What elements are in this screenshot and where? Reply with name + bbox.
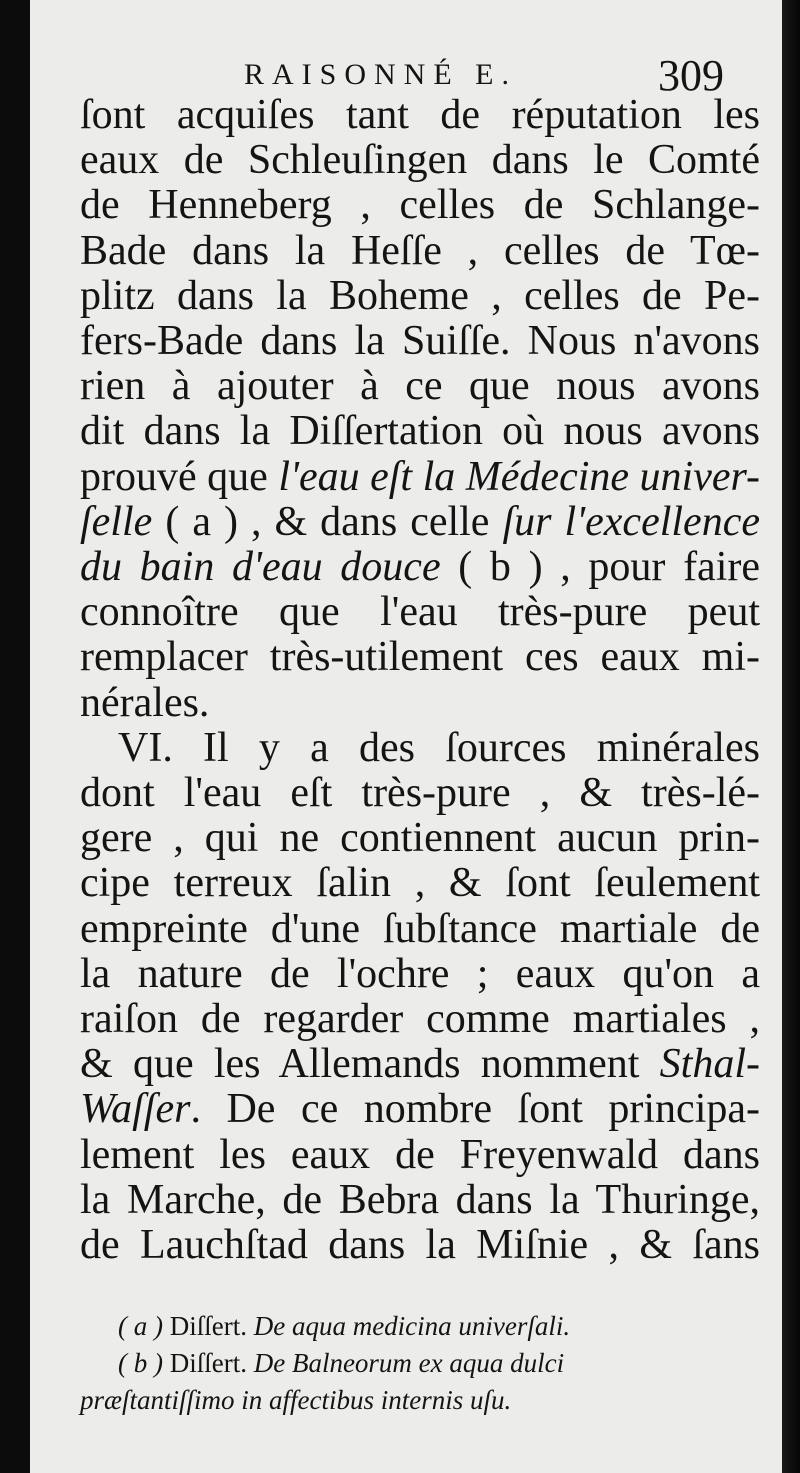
- footnote-title: De Balneorum ex aqua dulci: [253, 1348, 565, 1378]
- text-line: [80, 1042, 760, 1087]
- text-segment: prouvé que: [80, 453, 279, 500]
- text-line: [80, 500, 760, 545]
- footnote-text: Diſſert.: [162, 1311, 254, 1341]
- text-segment: ( a ) , & dans celle: [152, 498, 503, 545]
- text-line: Bade dans la Heſſe , celles de Tœ-: [80, 227, 760, 274]
- italic-term: Waſſer: [80, 1086, 191, 1133]
- footnote-title: De aqua medicina univerſali.: [253, 1311, 571, 1341]
- text-line: nérales.: [80, 679, 210, 726]
- text-line: dont l'eau eſt très-pure , & très-lé-: [80, 770, 760, 817]
- text-segment: & que les Allemands nomment: [80, 1041, 660, 1088]
- text-line: de Lauchſtad dans la Miſnie , & ſans: [80, 1222, 760, 1269]
- text-line: raiſon de regarder comme martiales ,: [80, 996, 760, 1043]
- text-line: plitz dans la Boheme , celles de Pe-: [80, 272, 760, 319]
- footnote-mark: ( b ): [118, 1348, 163, 1378]
- body-text: [80, 93, 760, 1268]
- text-segment: . De ce nombre ſont principa-: [190, 1086, 760, 1133]
- text-line: la nature de l'ochre ; eaux qu'on a: [80, 950, 760, 997]
- text-line: la Marche, de Bebra dans la Thuringe,: [80, 1176, 760, 1223]
- footnote-text: Diſſert.: [162, 1348, 254, 1378]
- italic-term: Sthal-: [659, 1041, 760, 1088]
- book-page: [30, 0, 782, 1473]
- text-line: [80, 545, 760, 590]
- text-line: lement les eaux de Freyenwald dans: [80, 1131, 760, 1178]
- running-title: RAISONNÉ E.: [244, 58, 517, 91]
- italic-title: du bain d'eau douce: [80, 544, 441, 591]
- text-line: remplacer très-utilement ces eaux mi-: [80, 634, 760, 681]
- text-line: empreinte d'une ſubſtance martiale de: [80, 905, 760, 952]
- text-line: fers-Bade dans la Suiſſe. Nous n'avons: [80, 318, 760, 365]
- footnote-a: [80, 1308, 760, 1345]
- section-start-line: VI. Il y a des ſources minérales: [118, 724, 760, 771]
- text-line: connoître que l'eau très-pure peut: [80, 589, 760, 636]
- italic-title: l'eau eſt la Médecine univer-: [278, 453, 760, 500]
- page-edge-shadow: [782, 0, 800, 1473]
- text-line: [80, 455, 760, 500]
- text-line: gere , qui ne contiennent aucun prin-: [80, 815, 760, 862]
- text-line: [80, 1087, 760, 1132]
- footnote-mark: ( a ): [118, 1311, 163, 1341]
- footnotes: [80, 1308, 760, 1419]
- text-line: rien à ajouter à ce que nous avons: [80, 363, 760, 410]
- text-line: ſont acquiſes tant de réputation les: [80, 92, 760, 138]
- text-line: de Henneberg , celles de Schlange-: [80, 182, 760, 229]
- text-segment: ( b ) , pour faire: [440, 544, 760, 591]
- footnote-b-continuation: præſtantiſſimo in affectibus internis uſu.: [80, 1385, 512, 1415]
- text-line: eaux de Schleuſingen dans le Comté: [80, 137, 760, 184]
- page-number: 309: [658, 51, 724, 100]
- footnote-b: [80, 1345, 760, 1382]
- italic-title: ſur l'excellence: [502, 498, 760, 545]
- italic-title: ſelle: [80, 498, 153, 545]
- text-line: dit dans la Diſſertation où nous avons: [80, 408, 760, 455]
- text-line: cipe terreux ſalin , & ſont ſeulement: [80, 860, 760, 907]
